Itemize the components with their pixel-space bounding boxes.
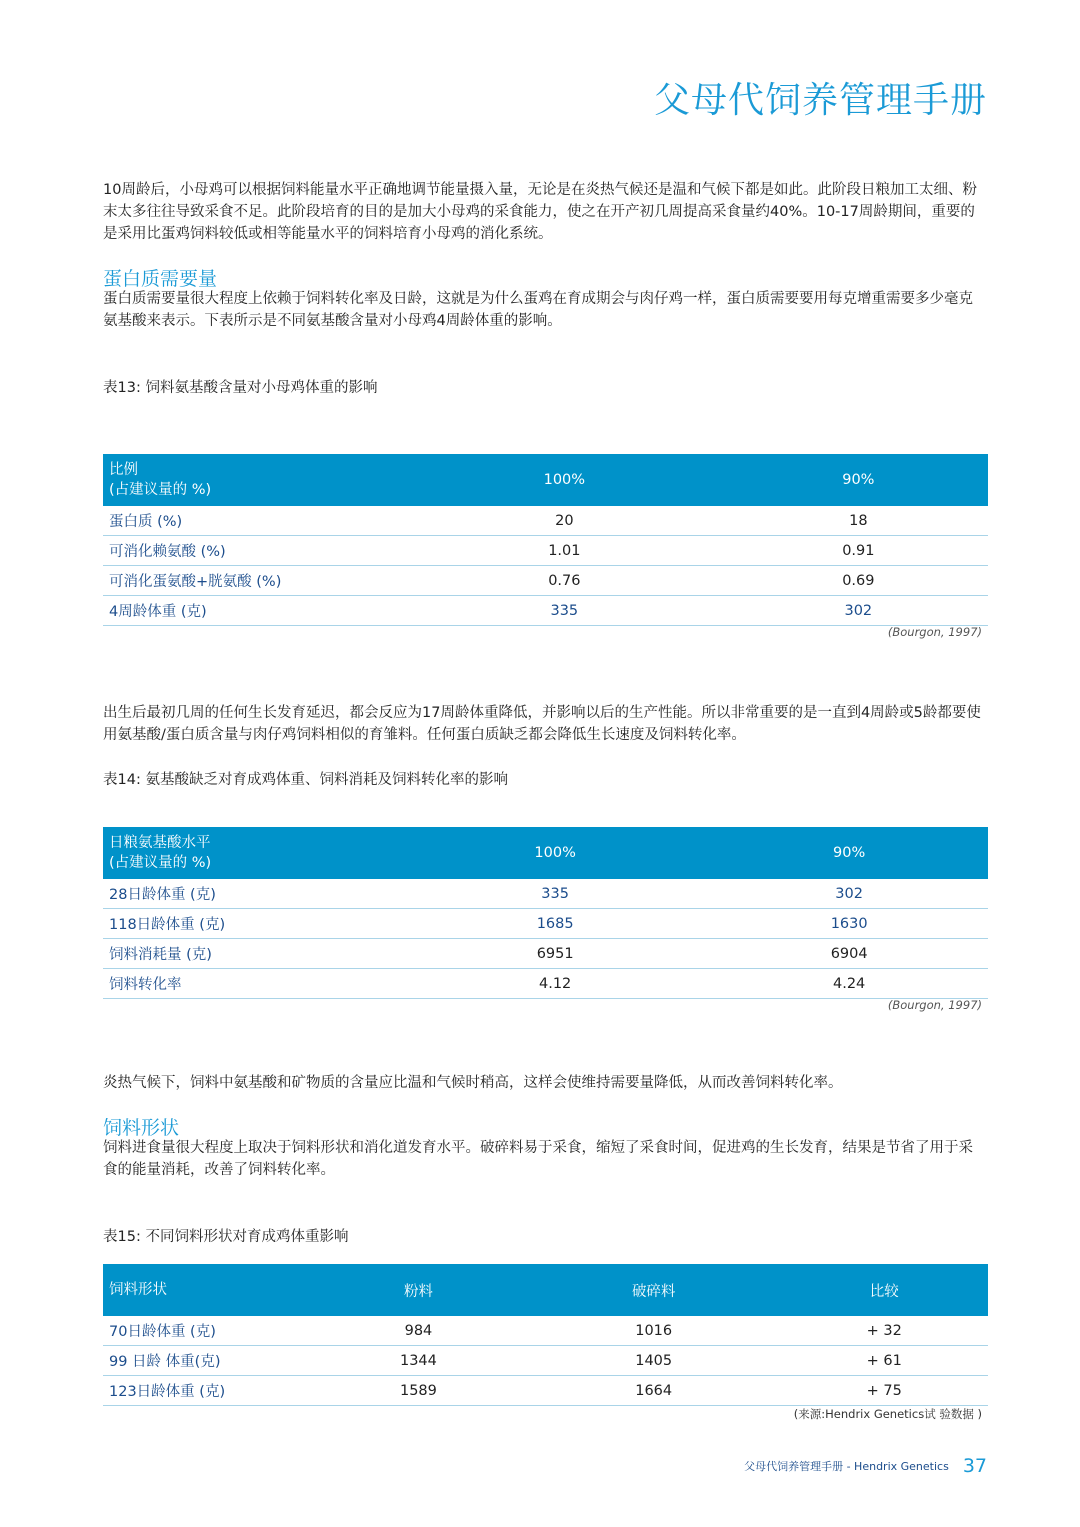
row-label: 可消化蛋氨酸+胱氨酸 (%): [103, 566, 400, 596]
value-cell: 984: [310, 1316, 527, 1346]
value-cell: 1630: [710, 909, 988, 939]
value-cell: 1.01: [400, 536, 729, 566]
table-row: [103, 1316, 988, 1346]
table-13: [103, 454, 988, 626]
row-label: 70日龄体重 (克): [103, 1316, 310, 1346]
table-row: [103, 596, 988, 626]
value-cell: 1016: [527, 1316, 781, 1346]
value-cell: + 32: [781, 1316, 989, 1346]
paragraph: 蛋白质需要量很大程度上依赖于饲料转化率及日龄，这就是为什么蛋鸡在育成期会与肉仔鸡一样，蛋白质需要要用每克增重需要多少毫克氨基酸来表示。下表所示是不同氨基酸含量对小母鸡4周龄体重的影响。: [103, 291, 973, 329]
table-source: (Bourgon, 1997): [887, 998, 982, 1012]
header-cell: 比例 (占建议量的 %): [103, 454, 400, 506]
row-label: 可消化赖氨酸 (%): [103, 536, 400, 566]
value-cell: 1685: [400, 909, 710, 939]
header-cell: 粉料: [310, 1264, 527, 1316]
header-cell: 比较: [781, 1264, 989, 1316]
paragraph: 炎热气候下，饲料中氨基酸和矿物质的含量应比温和气候时稍高，这样会使维持需要量降低，从而改善饲料转化率。: [103, 1075, 843, 1091]
table-row: [103, 506, 988, 536]
footer: [744, 1455, 987, 1477]
value-cell: 1664: [527, 1376, 781, 1406]
value-cell: 6904: [710, 939, 988, 969]
row-label: 123日龄体重 (克): [103, 1376, 310, 1406]
value-cell: 18: [729, 506, 988, 536]
table-row: [103, 879, 988, 909]
header-cell: 饲料形状: [103, 1264, 310, 1316]
row-label: 99 日龄 体重(克): [103, 1346, 310, 1376]
header-cell: 日粮氨基酸水平 (占建议量的 %): [103, 827, 400, 879]
table-row: [103, 1346, 988, 1376]
header-cell: 90%: [710, 827, 988, 879]
paragraph: 10周龄后，小母鸡可以根据饲料能量水平正确地调节能量摄入量，无论是在炎热气候还是温和气候下都是如此。此阶段日粮加工太细、粉末太多往往导致采食不足。此阶段培育的目的是加大小母鸡的采食能力，使之在开产初几周提高采食量约40%。10-17周龄期间，重要的是采用比蛋鸡饲料较低或相等能量水平的饲料培育小母鸡的消化系统。: [103, 182, 977, 242]
value-cell: + 75: [781, 1376, 989, 1406]
value-cell: 0.76: [400, 566, 729, 596]
value-cell: 0.91: [729, 536, 988, 566]
row-label: 饲料转化率: [103, 969, 400, 999]
header-cell: 100%: [400, 827, 710, 879]
value-cell: 1589: [310, 1376, 527, 1406]
row-label: 28日龄体重 (克): [103, 879, 400, 909]
header-cell: 100%: [400, 454, 729, 506]
paragraph: 出生后最初几周的任何生长发育延迟，都会反应为17周龄体重降低，并影响以后的生产性能。所以非常重要的是一直到4周龄或5龄都要使用氨基酸/蛋白质含量与肉仔鸡饲料相似的育雏料。任何蛋白质缺乏都会降低生长速度及饲料转化率。: [103, 705, 981, 743]
table-caption: 表13: 饲料氨基酸含量对小母鸡体重的影响: [103, 380, 378, 396]
row-label: 118日龄体重 (克): [103, 909, 400, 939]
row-label: 饲料消耗量 (克): [103, 939, 400, 969]
value-cell: 302: [710, 879, 988, 909]
page-title: 父母代饲养管理手册: [653, 80, 987, 121]
row-label: 4周龄体重 (克): [103, 596, 400, 626]
table-row: [103, 909, 988, 939]
header-cell: 破碎料: [527, 1264, 781, 1316]
value-cell: 4.24: [710, 969, 988, 999]
value-cell: 335: [400, 879, 710, 909]
table-row: [103, 969, 988, 999]
table-caption: 表14: 氨基酸缺乏对育成鸡体重、饲料消耗及饲料转化率的影响: [103, 772, 508, 788]
section-heading: 饲料形状: [103, 1117, 180, 1139]
paragraph: 饲料进食量很大程度上取决于饲料形状和消化道发育水平。破碎料易于采食，缩短了采食时间，促进鸡的生长发育，结果是节省了用于采食的能量消耗，改善了饲料转化率。: [103, 1140, 973, 1178]
header-cell: 90%: [729, 454, 988, 506]
value-cell: 335: [400, 596, 729, 626]
table-source: (来源:Hendrix Genetics试 验数据 ): [793, 1407, 982, 1421]
table-caption: 表15: 不同饲料形状对育成鸡体重影响: [103, 1229, 349, 1245]
table-row: [103, 1376, 988, 1406]
table-row: [103, 536, 988, 566]
table-row: [103, 939, 988, 969]
value-cell: 4.12: [400, 969, 710, 999]
value-cell: 20: [400, 506, 729, 536]
value-cell: 1344: [310, 1346, 527, 1376]
value-cell: 0.69: [729, 566, 988, 596]
table-15: [103, 1264, 988, 1406]
value-cell: 6951: [400, 939, 710, 969]
section-heading: 蛋白质需要量: [103, 268, 218, 290]
footer-text: 父母代饲养管理手册 - Hendrix Genetics: [744, 1460, 949, 1473]
value-cell: 302: [729, 596, 988, 626]
value-cell: + 61: [781, 1346, 989, 1376]
page-number: 37: [962, 1455, 987, 1477]
table-row: [103, 566, 988, 596]
value-cell: 1405: [527, 1346, 781, 1376]
table-source: (Bourgon, 1997): [887, 625, 982, 639]
table-14: [103, 827, 988, 999]
row-label: 蛋白质 (%): [103, 506, 400, 536]
